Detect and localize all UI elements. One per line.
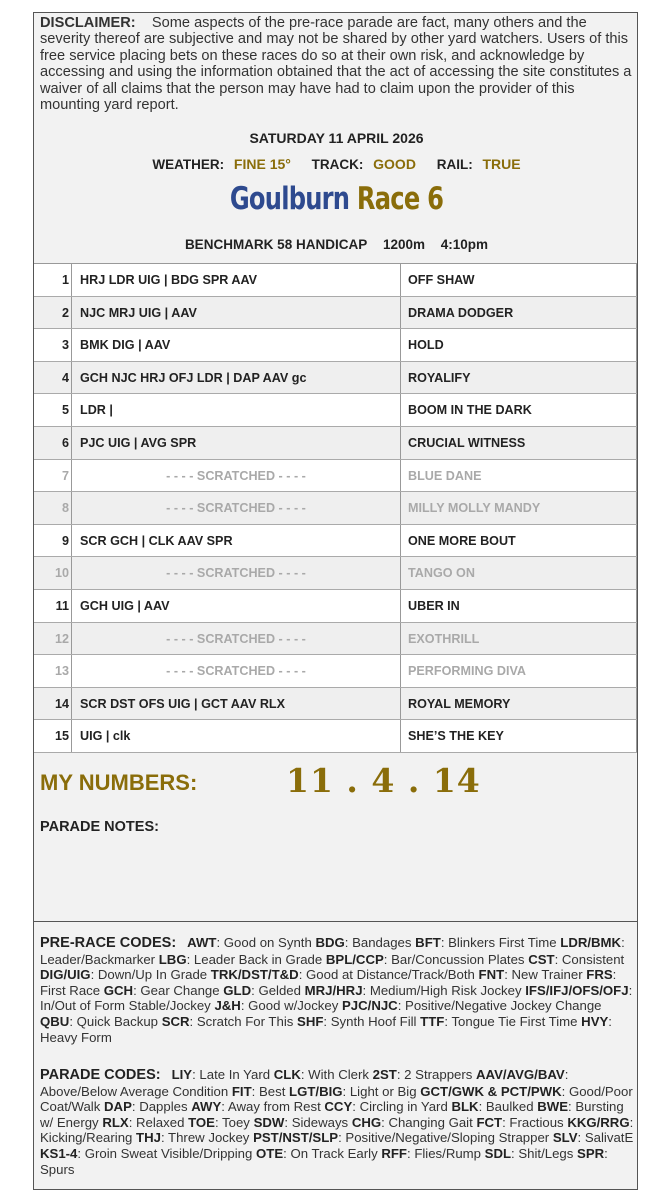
runner-horse-name: ROYALIFY	[401, 362, 637, 394]
runner-number: 4	[34, 362, 72, 394]
parade-code-desc: Threw Jockey	[168, 1130, 250, 1146]
runner-horse-name: DRAMA DODGER	[401, 297, 637, 329]
parade-code: CCY	[324, 1099, 353, 1115]
race-time: 4:10pm	[440, 237, 489, 252]
runner-codes: PJC UIG | AVG SPR	[72, 427, 401, 459]
parade-code-desc: 2 Strappers	[404, 1067, 473, 1082]
runner-row	[34, 329, 637, 362]
mounting-yard-report	[33, 12, 638, 1190]
pre-race-code: FRS	[586, 967, 613, 983]
parade-code: OTE	[256, 1145, 284, 1161]
runner-row	[34, 590, 637, 623]
parade-code-desc: Changing Gait	[388, 1114, 473, 1130]
runner-horse-name: UBER IN	[401, 590, 637, 622]
runner-horse-name: OFF SHAW	[401, 264, 637, 296]
runner-horse-name: SHE’S THE KEY	[401, 720, 637, 752]
runner-row	[34, 688, 637, 721]
parade-code: AWY	[191, 1099, 222, 1115]
weather-value: FINE 15°	[233, 156, 291, 172]
runners-table	[34, 263, 637, 753]
parade-code: LGT/BIG	[289, 1083, 343, 1099]
parade-code: SPR	[577, 1145, 605, 1161]
runner-number: 6	[34, 427, 72, 459]
parade-code-desc: Toey	[222, 1114, 250, 1130]
parade-code-desc: Circling in Yard	[359, 1099, 448, 1115]
disclaimer	[40, 15, 635, 113]
pre-race-code-desc: Scratch For This	[196, 1013, 294, 1029]
pre-race-code: BPL/CCP	[325, 951, 384, 967]
runner-codes: LDR |	[72, 394, 401, 426]
runner-codes: - - - - SCRATCHED - - - -	[72, 655, 401, 687]
pre-race-code: J&H	[214, 998, 241, 1014]
venue-name: Goulburn	[229, 181, 350, 217]
parade-code: CLK	[273, 1067, 301, 1082]
race-details	[34, 237, 639, 252]
parade-code-desc: Kicking/Rearing	[40, 1130, 133, 1146]
runner-number: 9	[34, 525, 72, 557]
parade-code-desc: Good/Poor Coat/Walk	[40, 1083, 633, 1115]
runner-horse-name: EXOTHRILL	[401, 623, 637, 655]
parade-code: RFF	[381, 1145, 407, 1161]
pre-race-codes-heading: PRE-RACE CODES:	[40, 935, 177, 951]
parade-code-desc: Light or Big	[349, 1083, 417, 1099]
weather-label: WEATHER:	[152, 157, 225, 172]
pre-race-code: BDG	[315, 935, 345, 950]
parade-code: PST/NST/SLP	[253, 1130, 339, 1146]
runner-horse-name: MILLY MOLLY MANDY	[401, 492, 637, 524]
pre-race-code-desc: First Race	[40, 982, 101, 998]
runner-row	[34, 427, 637, 460]
parade-code: THJ	[136, 1130, 161, 1146]
pre-race-code: MRJ/HRJ	[304, 982, 363, 998]
pre-race-code: TTF	[420, 1013, 445, 1029]
parade-code: DAP	[104, 1099, 132, 1115]
runner-row	[34, 394, 637, 427]
my-numbers-label: MY NUMBERS:	[40, 770, 198, 795]
runner-codes: GCH NJC HRJ OFJ LDR | DAP AAV gc	[72, 362, 401, 394]
runner-codes: UIG | clk	[72, 720, 401, 752]
parade-codes-legend: PARADE CODES: LIY: Late In Yard CLK: With Clerk 2ST: 2 Strappers AAV/AVG/BAV: Above/Below Average Condition FIT: Best LGT/BIG: Light or Big GCT/GWK & PCT/PWK: Good/Poor Coat/Walk DAP: Dapples AWY: Away from Rest CCY: Circling in Yard BLK: Baulked BWE: Bursting w/ Energy RLX: Relaxed TOE: Toey SDW: Sideways CHG: Changing Gait FCT: Fractious KKG/RRG: Kicking/Rearing THJ: Threw Jockey PST/NST/SLP: Positive/Negative/Sloping Strapper SLV: SalivatE KS1-4: Groin Sweat Visible/Dripping OTE: On Track Early RFF: Flies/Rump SDL: Shit/Legs SPR: Spurs	[40, 1067, 634, 1177]
parade-code-desc: SalivatE	[584, 1130, 634, 1146]
parade-code: FCT	[476, 1114, 503, 1130]
pre-race-code: LBG	[158, 951, 187, 967]
runner-horse-name: ROYAL MEMORY	[401, 688, 637, 720]
runner-number: 12	[34, 623, 72, 655]
runner-row	[34, 655, 637, 688]
parade-code-desc: With Clerk	[308, 1067, 369, 1082]
my-numbers-value: 11 . 4 . 14	[286, 761, 481, 800]
runner-codes: - - - - SCRATCHED - - - -	[72, 623, 401, 655]
parade-code-desc: Spurs	[40, 1161, 75, 1177]
parade-code-desc: Away from Rest	[227, 1099, 321, 1115]
pre-race-code-desc: Leader/Backmarker	[40, 951, 156, 967]
runner-codes: NJC MRJ UIG | AAV	[72, 297, 401, 329]
parade-codes-heading: PARADE CODES:	[40, 1067, 161, 1083]
runner-number: 1	[34, 264, 72, 296]
pre-race-code-desc: Good at Distance/Track/Both	[306, 967, 475, 983]
runner-row	[34, 362, 637, 395]
pre-race-code: LDR/BMK	[560, 935, 622, 950]
parade-code: GCT/GWK & PCT/PWK	[420, 1083, 562, 1099]
parade-code-desc: Groin Sweat Visible/Dripping	[84, 1145, 253, 1161]
track-value: GOOD	[373, 156, 416, 172]
runner-codes: - - - - SCRATCHED - - - -	[72, 492, 401, 524]
disclaimer-label: DISCLAIMER:	[40, 15, 136, 31]
pre-race-code: IFS/IFJ/OFS/OFJ	[525, 982, 629, 998]
pre-race-code-desc: Heavy Form	[40, 1029, 112, 1045]
race-distance: 1200m	[382, 237, 426, 252]
pre-race-code: TRK/DST/T&D	[210, 967, 299, 983]
runner-row	[34, 623, 637, 656]
pre-race-codes-legend: PRE-RACE CODES: AWT: Good on Synth BDG: Bandages BFT: Blinkers First Time LDR/BMK: Leader/Backmarker LBG: Leader Back in Grade BPL/CCP: Bar/Concussion Plates CST: Consistent DIG/UIG: Down/Up In Grade TRK/DST/T&D: Good at Distance/Track/Both FNT: New Trainer FRS: First Race GCH: Gear Change GLD: Gelded MRJ/HRJ: Medium/High Risk Jockey IFS/IFJ/OFS/OFJ: In/Out of Form Stable/Jockey J&H: Good w/Jockey PJC/NJC: Positive/Negative Jockey Change QBU: Quick Backup SCR: Scratch For This SHF: Synth Hoof Fill TTF: Tongue Tie First Time HVY: Heavy Form	[40, 935, 633, 1045]
parade-code-desc: Sideways	[291, 1114, 349, 1130]
pre-race-code-desc: Positive/Negative Jockey Change	[405, 998, 602, 1014]
pre-race-code: GLD	[223, 982, 252, 998]
pre-race-code: DIG/UIG	[40, 967, 91, 983]
pre-race-code-desc: Tongue Tie First Time	[451, 1013, 578, 1029]
parade-code: AAV/AVG/BAV	[476, 1067, 565, 1082]
runner-codes: SCR GCH | CLK AAV SPR	[72, 525, 401, 557]
runner-row	[34, 492, 637, 525]
runner-number: 14	[34, 688, 72, 720]
pre-race-code: CST	[528, 951, 555, 967]
pre-race-code: GCH	[103, 982, 134, 998]
parade-code-desc: On Track Early	[290, 1145, 378, 1161]
runner-number: 11	[34, 590, 72, 622]
pre-race-code-desc: Quick Backup	[76, 1013, 159, 1029]
rail-label: RAIL:	[436, 157, 473, 172]
pre-race-code: BFT	[415, 935, 441, 950]
pre-race-code-desc: New Trainer	[511, 967, 583, 983]
runner-horse-name: PERFORMING DIVA	[401, 655, 637, 687]
parade-code-desc: Above/Below Average Condition	[40, 1083, 229, 1099]
runner-codes: SCR DST OFS UIG | GCT AAV RLX	[72, 688, 401, 720]
runner-number: 10	[34, 557, 72, 589]
parade-code: KS1-4	[40, 1145, 78, 1161]
rail-value: TRUE	[482, 156, 521, 172]
runner-row	[34, 460, 637, 493]
pre-race-code-desc: Synth Hoof Fill	[330, 1013, 417, 1029]
runner-row	[34, 297, 637, 330]
parade-notes-label: PARADE NOTES:	[40, 819, 159, 835]
parade-code-desc: Dapples	[139, 1099, 188, 1115]
meeting-date: SATURDAY 11 APRIL 2026	[249, 130, 424, 146]
runner-codes: GCH UIG | AAV	[72, 590, 401, 622]
parade-code-desc: Flies/Rump	[414, 1145, 481, 1161]
runner-row	[34, 525, 637, 558]
pre-race-code-desc: In/Out of Form Stable/Jockey	[40, 998, 211, 1014]
runner-horse-name: BOOM IN THE DARK	[401, 394, 637, 426]
runner-horse-name: HOLD	[401, 329, 637, 361]
section-divider	[34, 921, 637, 922]
parade-code: 2ST	[372, 1067, 397, 1082]
parade-code: SDL	[484, 1145, 512, 1161]
runner-row	[34, 720, 637, 753]
pre-race-code-desc: Consistent	[561, 951, 625, 967]
parade-code-desc: Late In Yard	[199, 1067, 271, 1082]
pre-race-code: HVY	[581, 1013, 609, 1029]
parade-code-desc: Fractious	[509, 1114, 564, 1130]
pre-race-code-desc: Good on Synth	[223, 935, 312, 950]
runner-codes: - - - - SCRATCHED - - - -	[72, 557, 401, 589]
parade-code-desc: Best	[258, 1083, 286, 1099]
runner-codes: HRJ LDR UIG | BDG SPR AAV	[72, 264, 401, 296]
race-title	[101, 181, 573, 217]
pre-race-code-desc: Gear Change	[140, 982, 220, 998]
pre-race-code: SHF	[297, 1013, 324, 1029]
parade-code: SDW	[253, 1114, 285, 1130]
pre-race-code-desc: Good w/Jockey	[248, 998, 339, 1014]
pre-race-code: SCR	[161, 1013, 190, 1029]
pre-race-code-desc: Leader Back in Grade	[193, 951, 323, 967]
runner-number: 2	[34, 297, 72, 329]
runner-row	[34, 557, 637, 590]
runner-number: 7	[34, 460, 72, 492]
parade-code: SLV	[552, 1130, 578, 1146]
runner-row	[34, 264, 637, 297]
parade-code-desc: Shit/Legs	[518, 1145, 574, 1161]
pre-race-code-desc: Bandages	[352, 935, 412, 950]
pre-race-code-desc: Gelded	[258, 982, 301, 998]
parade-code: KKG/RRG	[567, 1114, 630, 1130]
runner-number: 13	[34, 655, 72, 687]
pre-race-code-desc: Down/Up In Grade	[97, 967, 208, 983]
parade-code-desc: Relaxed	[136, 1114, 185, 1130]
runner-horse-name: BLUE DANE	[401, 460, 637, 492]
pre-race-code: PJC/NJC	[342, 998, 398, 1014]
parade-code: TOE	[188, 1114, 215, 1130]
runner-number: 3	[34, 329, 72, 361]
parade-code-desc: Baulked	[485, 1099, 534, 1115]
track-label: TRACK:	[311, 157, 364, 172]
conditions-line	[34, 156, 639, 172]
race-number: Race 6	[356, 181, 444, 217]
pre-race-code-desc: Blinkers First Time	[448, 935, 557, 950]
pre-race-code: AWT	[187, 935, 217, 950]
parade-code: CHG	[351, 1114, 382, 1130]
parade-code: RLX	[102, 1114, 129, 1130]
disclaimer-text: Some aspects of the pre-race parade are fact, many others and the severity thereof are subjective and may not be shared by other yard watchers. Users of this free service placing bets on these races do so at their own risk, and acknowledge by accessing and using the information obtained that the act of accessing the site constitutes a waiver of all claims that the person may have had to claim upon the provider of this mounting yard report.	[40, 15, 632, 114]
runner-horse-name: TANGO ON	[401, 557, 637, 589]
parade-code-desc: Positive/Negative/Sloping Strapper	[345, 1130, 550, 1146]
runner-number: 5	[34, 394, 72, 426]
parade-code: LIY	[171, 1067, 193, 1082]
runner-horse-name: CRUCIAL WITNESS	[401, 427, 637, 459]
runner-codes: - - - - SCRATCHED - - - -	[72, 460, 401, 492]
runner-number: 15	[34, 720, 72, 752]
runner-codes: BMK DIG | AAV	[72, 329, 401, 361]
pre-race-code-desc: Bar/Concussion Plates	[391, 951, 525, 967]
runner-horse-name: ONE MORE BOUT	[401, 525, 637, 557]
pre-race-code: FNT	[478, 967, 505, 983]
race-name: BENCHMARK 58 HANDICAP	[184, 237, 368, 252]
parade-code: FIT	[231, 1083, 252, 1099]
parade-code: BWE	[537, 1099, 569, 1115]
parade-code-desc: Bursting w/ Energy	[40, 1099, 624, 1130]
pre-race-code-desc: Medium/High Risk Jockey	[369, 982, 522, 998]
runner-number: 8	[34, 492, 72, 524]
pre-race-code: QBU	[40, 1013, 70, 1029]
parade-code: BLK	[451, 1099, 479, 1115]
